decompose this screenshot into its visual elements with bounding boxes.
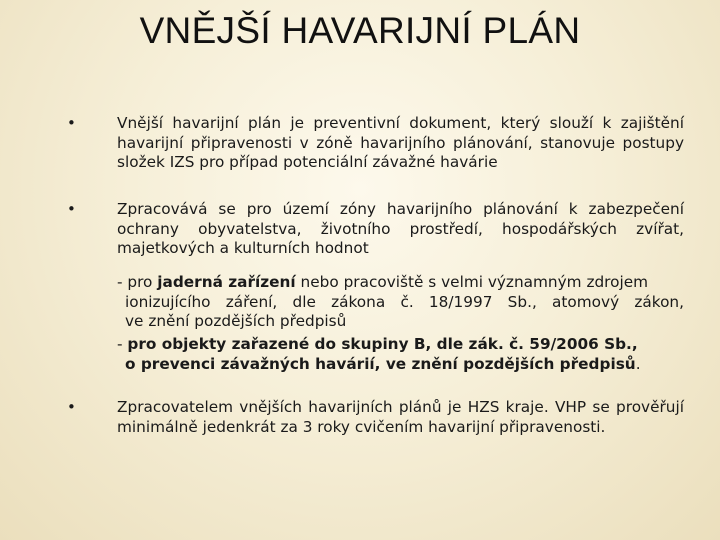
sub-bold-term: jaderná zařízení [157, 273, 296, 291]
bullet-item-1 [67, 114, 684, 173]
sub-prefix: - pro [117, 273, 158, 291]
bullet-item-2 [67, 200, 684, 259]
sub-item-nuclear-line3: ve znění pozdějších předpisů [125, 312, 347, 330]
bullet-item-3 [67, 398, 684, 437]
bullet-text-1: Vnější havarijní plán je preventivní dokument, který slouží k zajištění havarijní připravenosti v zóně havarijního plánování, stanovuje postupy složek IZS pro případ potenciální závažné havárie [117, 114, 684, 171]
sub-item-nuclear-line1 [117, 273, 684, 293]
sub-prefix: - [117, 335, 128, 353]
sub-item-objects [117, 335, 684, 374]
bullet-dot: • [67, 398, 76, 416]
bullet-text-2: Zpracovává se pro území zóny havarijního plánování k zabezpečení ochrany obyvatelstva, životního prostředí, hospodářských zvířat, majetkových a kulturních hodnot [117, 200, 684, 257]
sub-item-nuclear-line2: ionizujícího záření, dle zákona č. 18/1997 Sb., atomový zákon, [125, 292, 684, 311]
bullet-dot: • [67, 200, 76, 218]
bullet-text-3: Zpracovatelem vnějších havarijních plánů je HZS kraje. VHP se prověřují minimálně jedenkrát za 3 roky cvičením havarijní připravenosti. [117, 398, 684, 436]
sub-suffix: . [635, 354, 641, 373]
sub-bold-line2: o prevenci závažných havárií, ve znění pozdějších předpisů [125, 354, 636, 373]
sub-bold-line1: pro objekty zařazené do skupiny B, dle zák. č. 59/2006 Sb., [127, 335, 638, 353]
sub-item-objects-line1 [117, 335, 684, 355]
sub-item-objects-line2 [117, 355, 684, 375]
sub-rest: nebo pracoviště s velmi významným zdrojem [295, 273, 649, 291]
bullet-dot: • [67, 114, 76, 132]
sub-item-nuclear [117, 273, 684, 332]
slide-title: VNĚJŠÍ HAVARIJNÍ PLÁN [139, 10, 581, 51]
